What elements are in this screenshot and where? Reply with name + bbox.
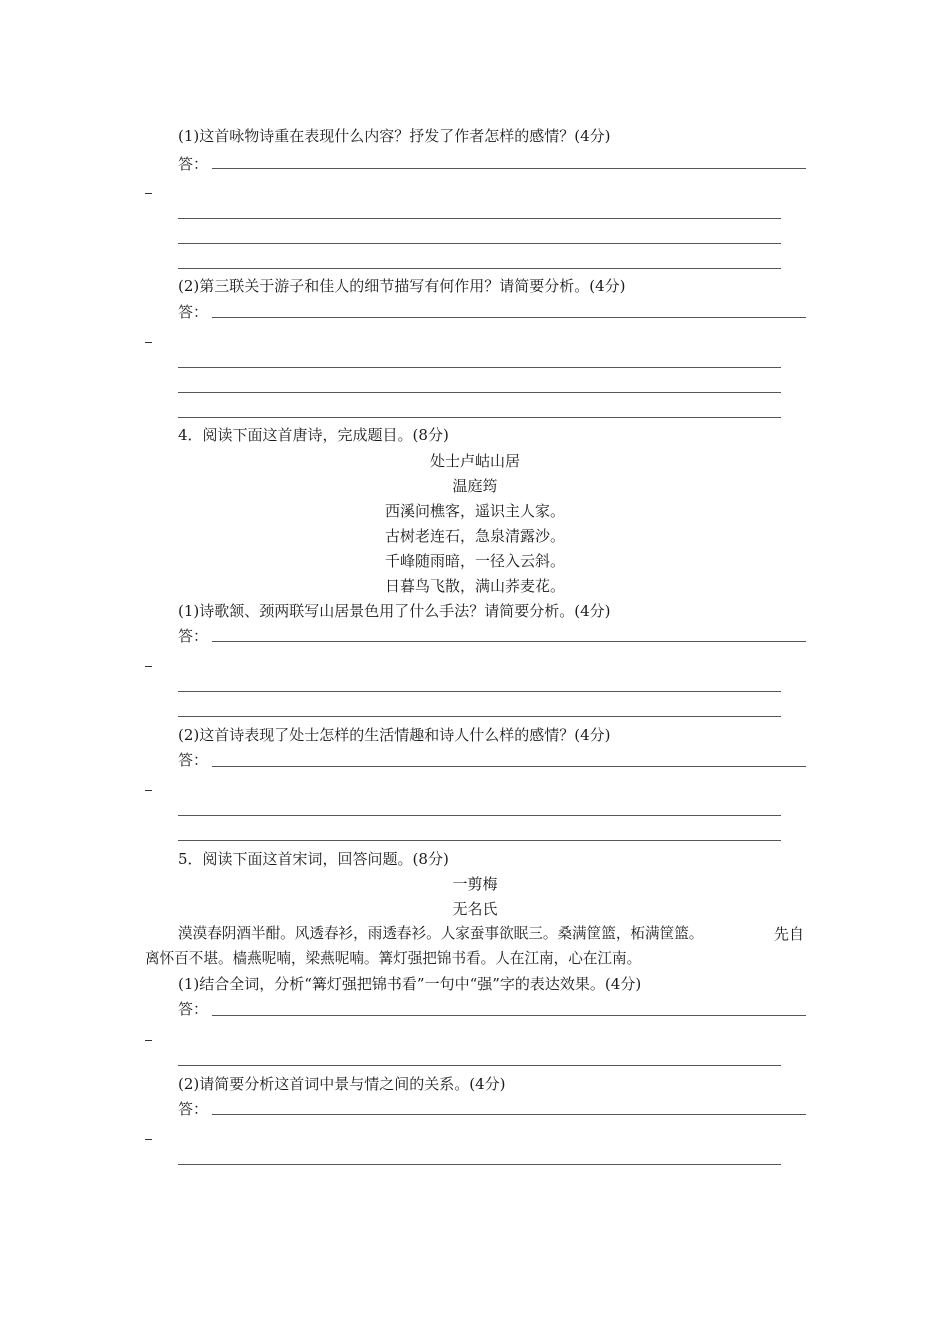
q5-sub2-question: (2)请简要分析这首词中景与情之间的关系。(4分): [178, 1075, 506, 1093]
poem-line: 日暮鸟飞散，满山荞麦花。: [384, 577, 565, 595]
answer-label: 答：: [178, 303, 209, 321]
answer-line: [178, 243, 781, 244]
q5-stem: 5．阅读下面这首宋词，回答问题。(8分): [178, 850, 449, 868]
ci-text-line-end: 先自: [774, 925, 805, 943]
line-dash: [145, 342, 152, 343]
line-dash: [145, 666, 152, 667]
line-dash: [145, 1139, 152, 1140]
answer-line: [178, 218, 781, 219]
answer-label: 答：: [178, 1000, 209, 1018]
ci-title: 一剪梅: [452, 875, 498, 893]
q3-sub2-question: (2)第三联关于游子和佳人的细节描写有何作用？请简要分析。(4分): [178, 277, 626, 295]
answer-line: [178, 1164, 781, 1165]
line-dash: [145, 1040, 152, 1041]
answer-line: [212, 766, 806, 767]
answer-line: [212, 641, 806, 642]
q5-sub1-question: (1)结合全词，分析“篝灯强把锦书看”一句中“强”字的表达效果。(4分): [178, 975, 642, 993]
answer-line: [178, 716, 781, 717]
answer-line: [212, 1015, 806, 1016]
ci-author: 无名氏: [452, 900, 498, 918]
answer-line: [212, 317, 806, 318]
ci-text-line: 漠漠春阴酒半酣。风透春衫，雨透春衫。人家蚕事欲眠三。桑满筐篮，柘满筐篮。: [178, 925, 704, 942]
answer-label: 答：: [178, 155, 209, 173]
poem-author: 温庭筠: [452, 477, 498, 495]
answer-line: [178, 268, 781, 269]
answer-line: [178, 1065, 781, 1066]
poem-title: 处士卢岵山居: [429, 452, 520, 470]
ci-text-line: 离怀百不堪。樯燕呢喃，梁燕呢喃。篝灯强把锦书看。人在江南，心在江南。: [145, 950, 642, 967]
q3-sub1-question: (1)这首咏物诗重在表现什么内容？抒发了作者怎样的感情？(4分): [178, 127, 611, 145]
line-dash: [145, 193, 152, 194]
q4-sub2-question: (2)这首诗表现了处士怎样的生活情趣和诗人什么样的感情？(4分): [178, 726, 611, 744]
poem-line: 千峰随雨暗，一径入云斜。: [384, 552, 565, 570]
answer-line: [178, 392, 781, 393]
answer-line: [178, 691, 781, 692]
answer-line: [212, 168, 806, 169]
poem-line: 古树老连石，急泉清露沙。: [384, 527, 565, 545]
answer-line: [212, 1114, 806, 1115]
q4-sub1-question: (1)诗歌颔、颈两联写山居景色用了什么手法？请简要分析。(4分): [178, 602, 611, 620]
answer-line: [178, 417, 781, 418]
line-dash: [145, 790, 152, 791]
answer-label: 答：: [178, 1100, 209, 1118]
q4-stem: 4．阅读下面这首唐诗，完成题目。(8分): [178, 426, 449, 444]
answer-line: [178, 840, 781, 841]
answer-line: [178, 367, 781, 368]
answer-line: [178, 815, 781, 816]
answer-label: 答：: [178, 751, 209, 769]
answer-label: 答：: [178, 627, 209, 645]
poem-line: 西溪问樵客，遥识主人家。: [384, 502, 565, 520]
